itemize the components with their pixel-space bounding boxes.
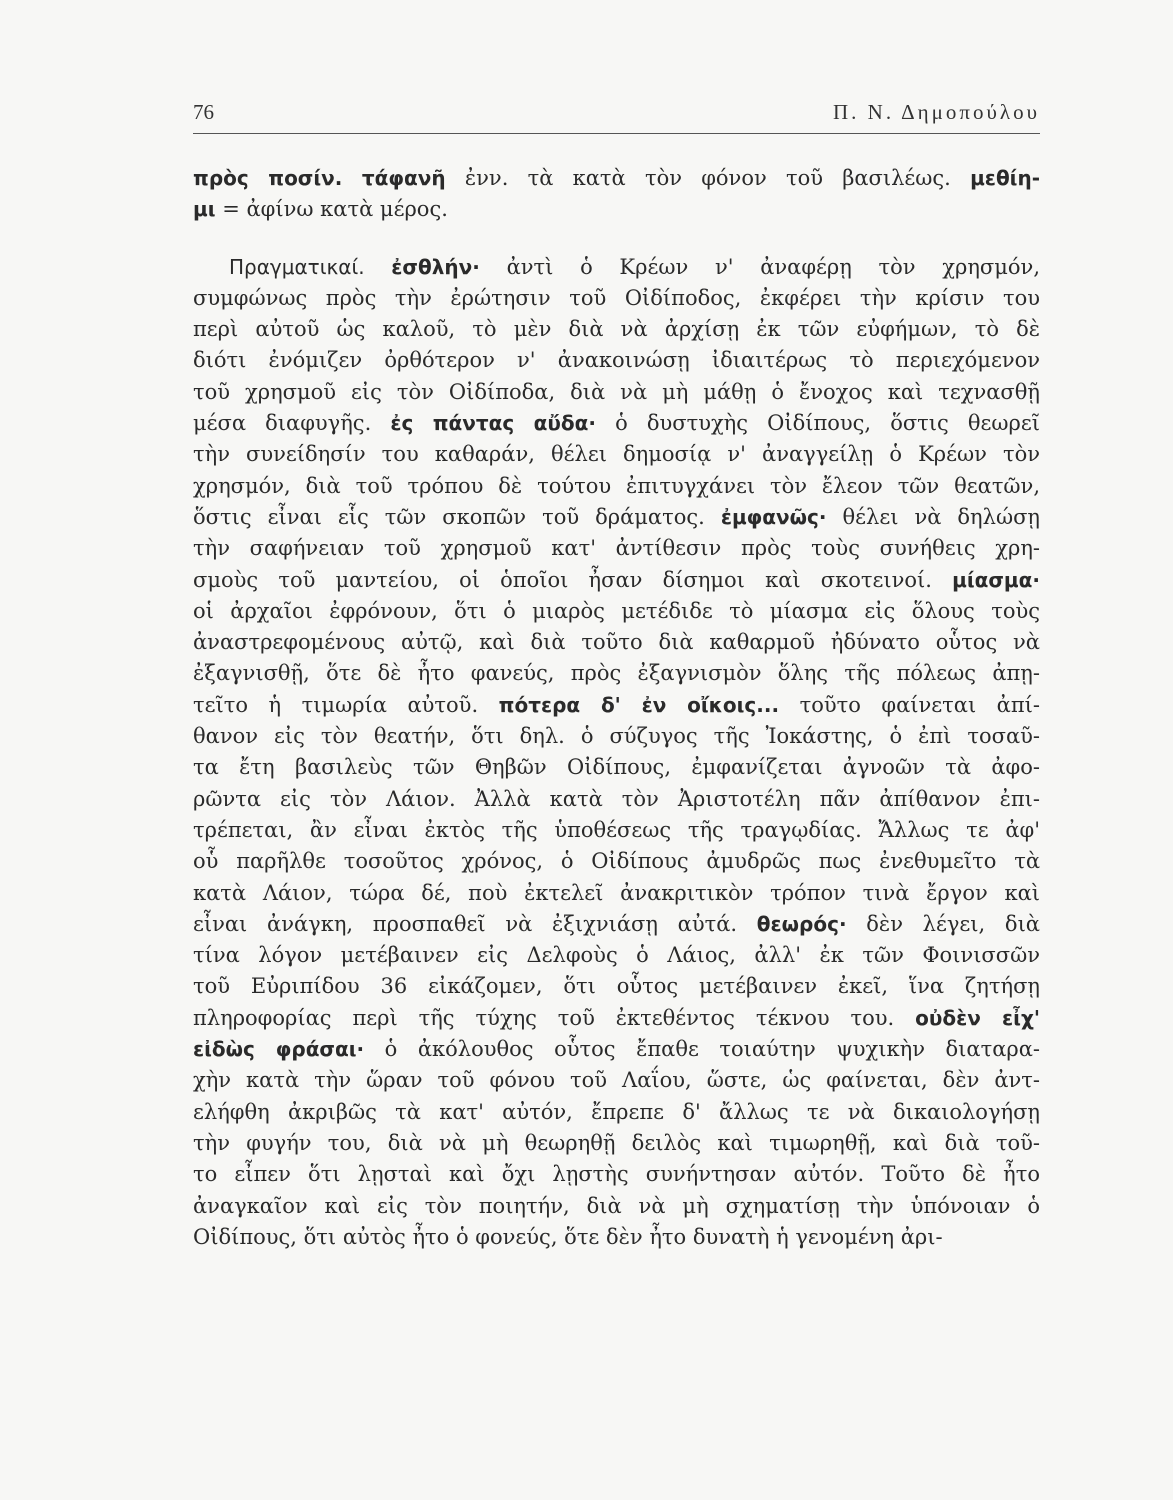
text-span: ελήφθη ἀκριβῶς τὰ κατ' αὐτόν, ἔπρεπε δ' ἄλλως τε νὰ δικαιολογήσῃ — [193, 1099, 1040, 1124]
text-span: = ἀφίνω κατὰ μέρος. — [215, 197, 448, 222]
text-span: ἀντὶ ὁ Κρέων ν' ἀναφέρῃ τὸν χρησμόν, — [479, 254, 1040, 279]
text-span: θέλει νὰ δηλώσῃ — [826, 504, 1040, 529]
text-line — [193, 471, 1040, 502]
text-line — [193, 314, 1040, 345]
text-line — [193, 345, 1040, 376]
text-line — [193, 878, 1040, 909]
text-span: σμοὺς τοῦ μαντείου, οἱ ὁποῖοι ἦσαν δίσημοι καὶ σκοτεινοί. — [193, 567, 953, 592]
text-span: πληροφορίας περὶ τῆς τύχης τοῦ ἐκτεθέντος τέκνου του. — [193, 1005, 916, 1030]
lemma: πότερα δ' ἐν οἴκοις... — [498, 692, 780, 717]
text-span: ὁ δυστυχὴς Οἰδίπους, ὅστις θεωρεῖ — [595, 411, 1040, 436]
text-line — [193, 502, 1040, 533]
text-span: μέσα διαφυγῆς. — [193, 411, 391, 436]
text-span: ρῶντα εἰς τὸν Λάιον. Ἀλλὰ κατὰ τὸν Ἀριστοτέλη πᾶν ἀπίθανον ἐπι- — [193, 786, 1040, 811]
text-line — [193, 163, 1040, 194]
text-span: διότι ἐνόμιζεν ὀρθότερον ν' ἀνακοινώσῃ ἰδιαιτέρως τὸ περιεχόμενον — [193, 348, 1040, 373]
text-span: τοῦ χρησμοῦ εἰς τὸν Οἰδίποδα, διὰ νὰ μὴ μάθῃ ὁ ἔνοχος καὶ τεχνασθῇ — [193, 379, 1040, 404]
text-line — [193, 909, 1040, 940]
text-line — [193, 1034, 1040, 1065]
text-line — [193, 940, 1040, 971]
text-line — [193, 752, 1040, 783]
text-line — [193, 721, 1040, 752]
text-span: οἱ ἀρχαῖοι ἐφρόνουν, ὅτι ὁ μιαρὸς μετέδιδε τὸ μίασμα εἰς ὅλους τοὺς — [193, 598, 1040, 623]
text-span: οὗ παρῆλθε τοσοῦτος χρόνος, ὁ Οἰδίπους ἀμυδρῶς πως ἐνεθυμεῖτο τὰ — [193, 849, 1040, 874]
page-number: 76 — [193, 100, 214, 124]
text-line — [193, 846, 1040, 877]
lemma: οὐδὲν εἶχ' — [915, 1005, 1040, 1030]
lemma: μίασμα· — [952, 567, 1040, 592]
text-span: εἶναι ἀνάγκη, προσπαθεῖ νὰ ἐξιχνιάσῃ αὐτά. — [193, 911, 757, 936]
lemma: ἐμφανῶς· — [720, 504, 827, 529]
text-span: ὁ ἀκόλουθος οὗτος ἔπαθε τοιαύτην ψυχικὴν διαταρα- — [364, 1037, 1040, 1062]
text-span: ὅστις εἶναι εἷς τῶν σκοπῶν τοῦ δράματος. — [193, 504, 721, 529]
text-line — [193, 1222, 1040, 1253]
lemma: ἐσθλήν· — [391, 254, 480, 279]
text-span: τὴν σαφήνειαν τοῦ χρησμοῦ κατ' ἀντίθεσιν πρὸς τοὺς συνήθεις χρη- — [193, 536, 1040, 561]
text-span: τοῦ Εὐριπίδου 36 εἰκάζομεν, ὅτι οὗτος μετέβαινεν ἐκεῖ, ἵνα ζητήσῃ — [193, 974, 1040, 999]
text-span: τα ἔτη βασιλεὺς τῶν Θηβῶν Οἰδίπους, ἐμφανίζεται ἀγνοῶν τὰ ἀφο- — [193, 755, 1040, 780]
text-span: περὶ αὐτοῦ ὡς καλοῦ, τὸ μὲν διὰ νὰ ἀρχίσῃ ἐκ τῶν εὐφήμων, τὸ δὲ — [193, 317, 1040, 342]
text-span: ἐξαγνισθῇ, ὅτε δὲ ἦτο φανεύς, πρὸς ἐξαγνισμὸν ὅλης τῆς πόλεως ἀπῃ- — [193, 661, 1040, 686]
text-span: τεῖτο ἡ τιμωρία αὐτοῦ. — [193, 692, 499, 717]
text-span: τίνα λόγον μετέβαινεν εἰς Δελφοὺς ὁ Λάιος, ἀλλ' ἐκ τῶν Φοινισσῶν — [193, 943, 1040, 968]
text-span: ἐνν. τὰ κατὰ τὸν φόνον τοῦ βασιλέως. — [445, 166, 971, 190]
text-span: ἀναστρεφομένους αὐτῷ, καὶ διὰ τοῦτο διὰ καθαρμοῦ ἠδύνατο οὗτος νὰ — [193, 630, 1040, 655]
text-span: συμφώνως πρὸς τὴν ἐρώτησιν τοῦ Οἰδίποδος, ἐκφέρει τὴν κρίσιν του — [193, 285, 1040, 310]
text-line — [193, 596, 1040, 627]
commentary-text — [193, 163, 1040, 1253]
text-span: Οἰδίπους, ὅτι αὐτὸς ἦτο ὁ φονεύς, ὅτε δὲν ἦτο δυνατὴ ἡ γενομένη ἀρι- — [193, 1224, 943, 1249]
text-line — [193, 283, 1040, 314]
text-span: ἀναγκαῖον καὶ εἰς τὸν ποιητήν, διὰ νὰ μὴ σχηματίσῃ τὴν ὑπόνοιαν ὁ — [193, 1193, 1040, 1218]
text-line — [193, 815, 1040, 846]
text-line — [193, 971, 1040, 1002]
text-span: τὴν φυγήν του, διὰ νὰ μὴ θεωρηθῇ δειλὸς καὶ τιμωρηθῇ, καὶ διὰ τοῦ- — [193, 1130, 1040, 1155]
text-line — [193, 1159, 1040, 1190]
text-line — [193, 252, 1040, 283]
lemma: θεωρός· — [756, 911, 847, 936]
lemma: μι — [193, 197, 216, 222]
running-head: Π. Ν. Δημοπούλου — [833, 100, 1040, 124]
text-line — [193, 1191, 1040, 1222]
paragraph-gap — [193, 226, 1040, 252]
lemma: ἐς πάντας αὔδα· — [390, 411, 596, 436]
section-heading: Πραγματικαί. — [229, 254, 365, 279]
text-span: το εἶπεν ὅτι λῃσταὶ καὶ ὄχι λῃστὴς συνήντησαν αὐτόν. Τοῦτο δὲ ἦτο — [193, 1162, 1040, 1187]
text-line — [193, 627, 1040, 658]
text-span: χὴν κατὰ τὴν ὥραν τοῦ φόνου τοῦ Λαΐου, ὥστε, ὡς φαίνεται, δὲν ἀντ- — [193, 1068, 1040, 1093]
page-header — [193, 96, 1040, 132]
text-line — [193, 565, 1040, 596]
text-line — [193, 408, 1040, 439]
header-rule — [193, 133, 1040, 134]
text-span: τοῦτο φαίνεται ἀπί- — [779, 692, 1040, 717]
text-span: χρησμόν, διὰ τοῦ τρόπου δὲ τούτου ἐπιτυγχάνει τὸν ἔλεον τῶν θεατῶν, — [193, 473, 1040, 498]
text-span — [365, 255, 392, 279]
text-span: δὲν λέγει, διὰ — [846, 911, 1040, 936]
lemma: πρὸς ποσίν. τάφανῆ — [193, 166, 446, 190]
lemma: μεθίη- — [970, 166, 1040, 190]
text-line — [193, 784, 1040, 815]
text-span: τρέπεται, ἂν εἶναι ἐκτὸς τῆς ὑποθέσεως τῆς τραγῳδίας. Ἄλλως τε ἀφ' — [193, 817, 1040, 842]
text-line — [193, 1065, 1040, 1096]
text-span: τὴν συνείδησίν του καθαράν, θέλει δημοσίᾳ ν' ἀναγγείλῃ ὁ Κρέων τὸν — [193, 442, 1040, 467]
text-line — [193, 1003, 1040, 1034]
text-line — [193, 1097, 1040, 1128]
text-line — [193, 194, 1040, 225]
text-line — [193, 690, 1040, 721]
text-line — [193, 1128, 1040, 1159]
text-line — [193, 658, 1040, 689]
text-line — [193, 533, 1040, 564]
lemma: εἰδὼς φράσαι· — [193, 1037, 365, 1062]
text-span: θανον εἰς τὸν θεατήν, ὅτι δηλ. ὁ σύζυγος τῆς Ἰοκάστης, ὁ ἐπὶ τοσαῦ- — [193, 724, 1040, 749]
text-span: κατὰ Λάιον, τώρα δέ, ποὺ ἐκτελεῖ ἀνακριτικὸν τρόπον τινὰ ἔργον καὶ — [193, 880, 1040, 905]
text-line — [193, 439, 1040, 470]
text-line — [193, 377, 1040, 408]
